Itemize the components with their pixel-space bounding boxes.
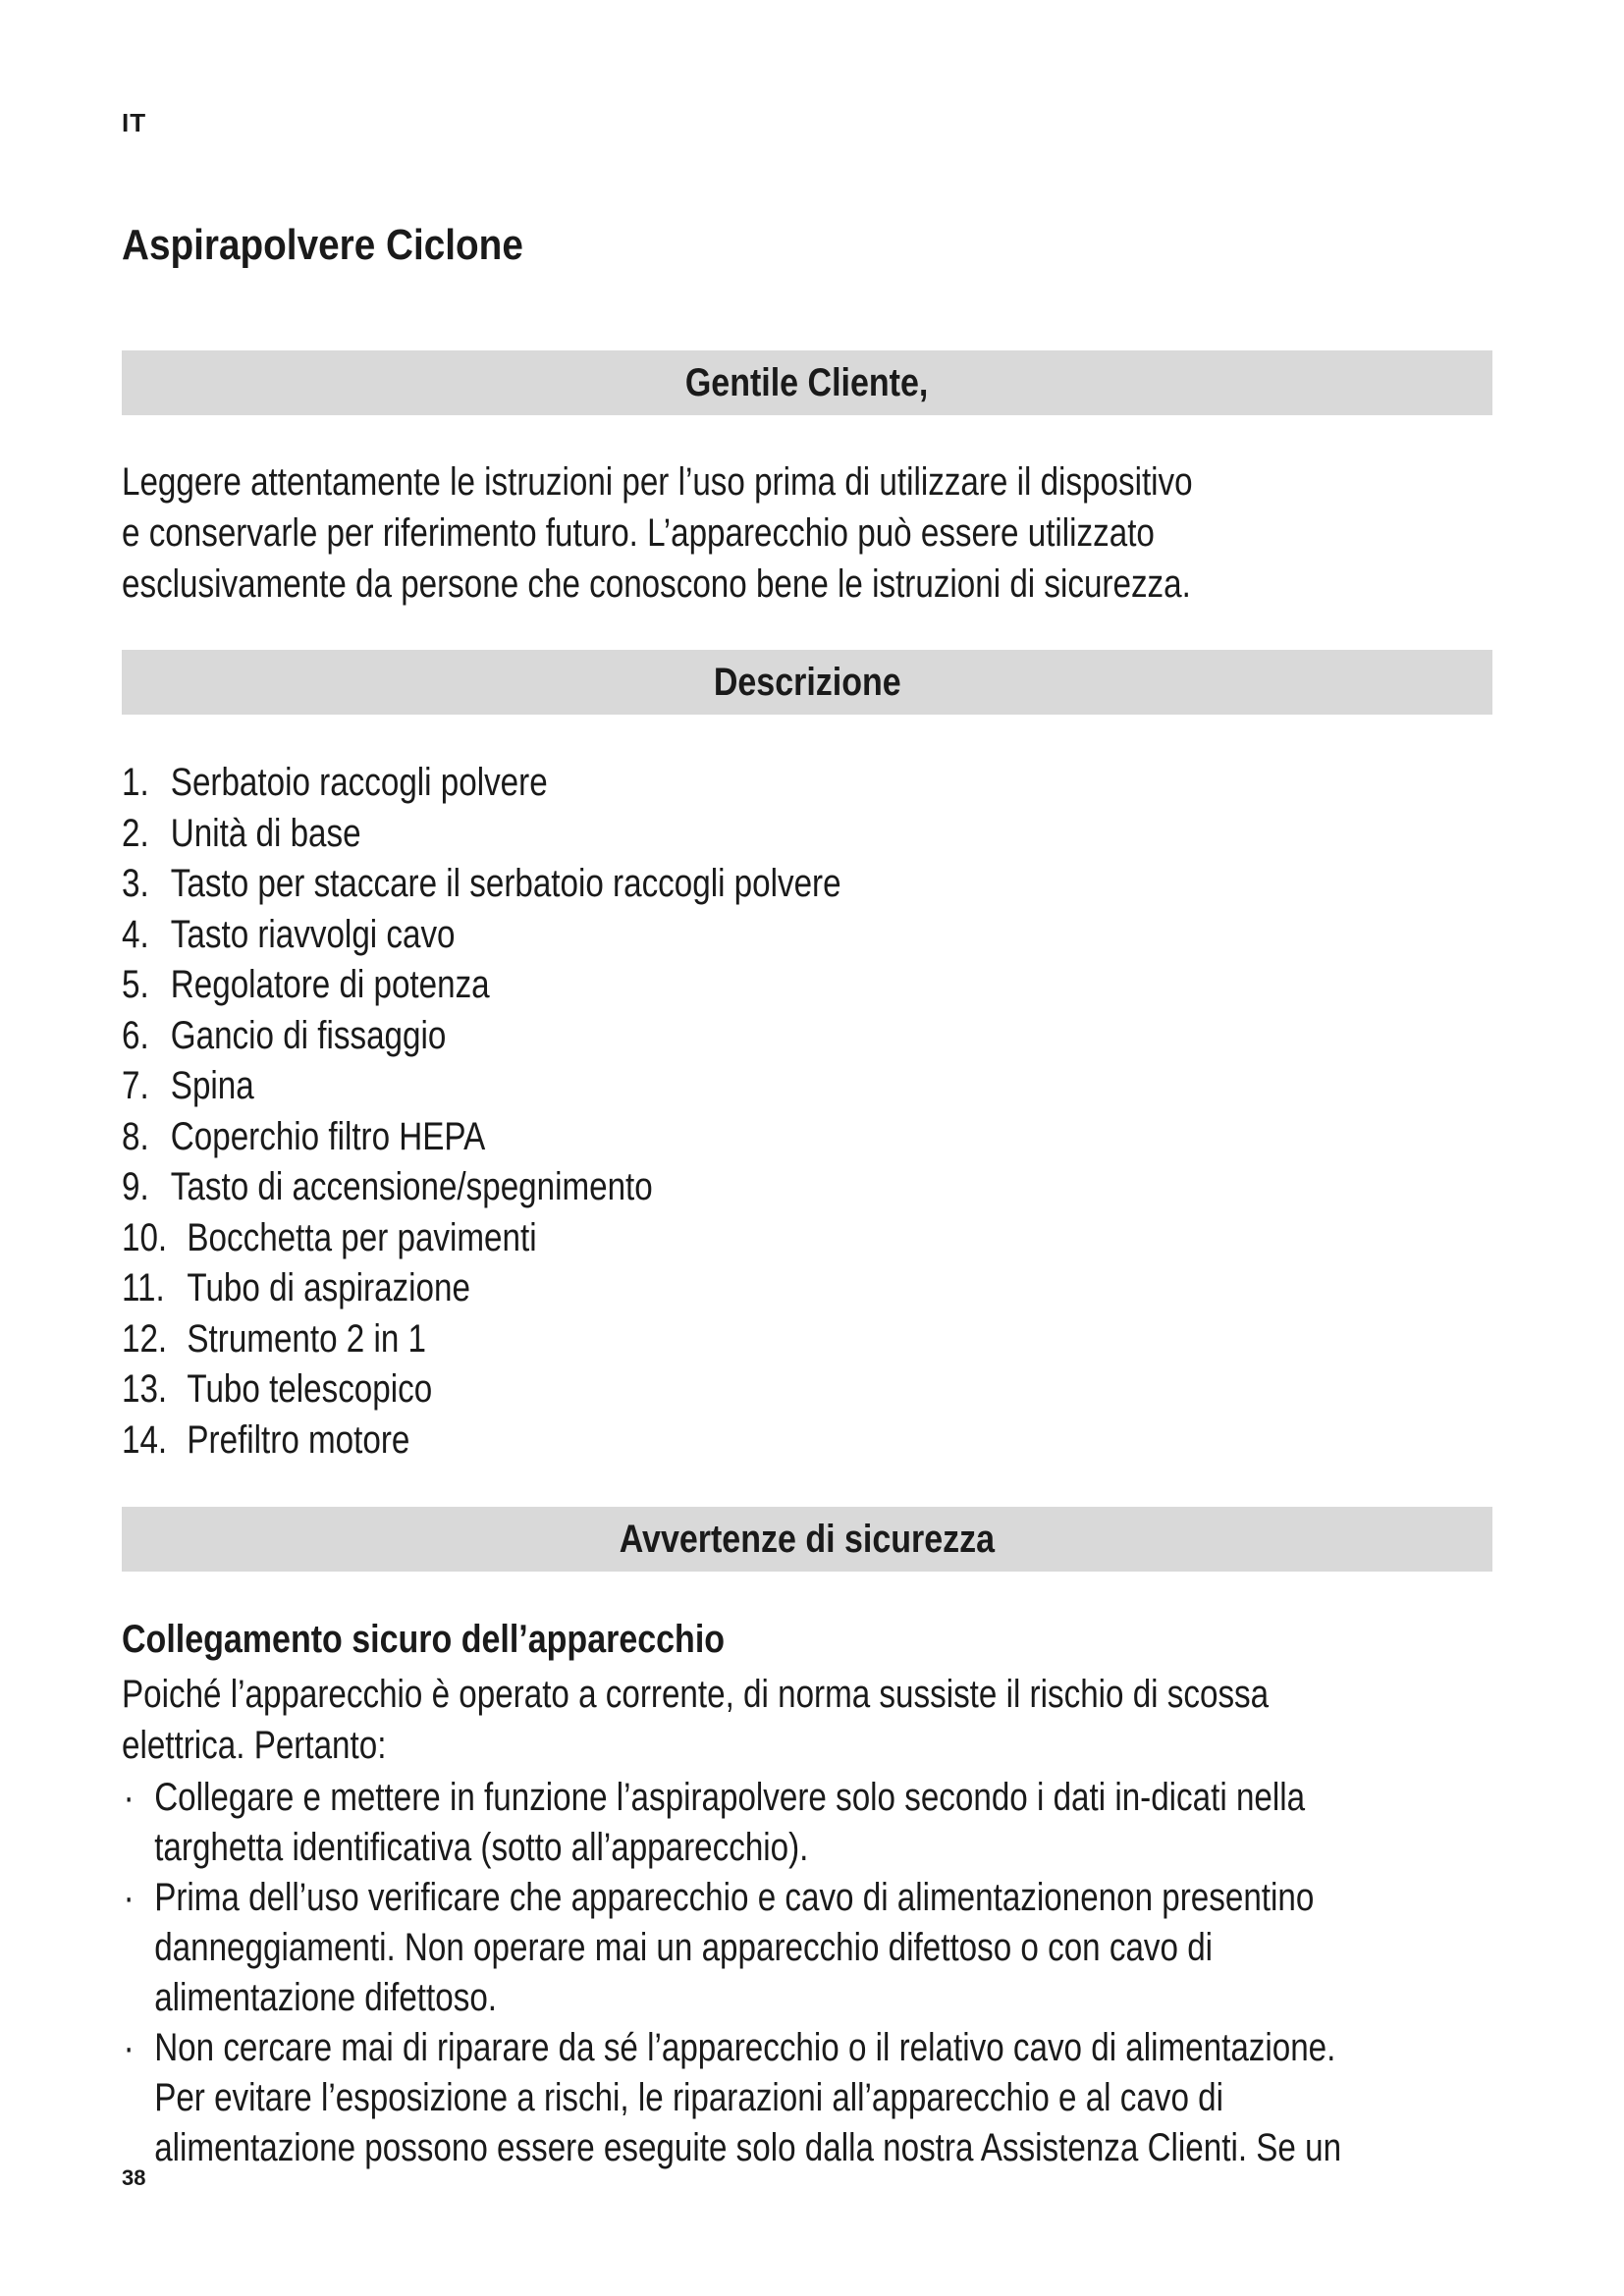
item-number: 6. (122, 1013, 149, 1057)
item-text: Tubo telescopico (187, 1367, 433, 1411)
list-item (122, 1364, 841, 1415)
item-text: Coperchio filtro HEPA (170, 1114, 486, 1158)
item-text: Tasto per staccare il serbatoio raccogli polvere (170, 862, 841, 905)
list-item (122, 1213, 841, 1264)
paragraph-line: Leggere attentamente le istruzioni per l’uso prima di utilizzare il dispositivo (122, 460, 1193, 504)
item-text: Prefiltro motore (187, 1417, 410, 1462)
section-header-greeting (122, 350, 1492, 415)
item-number: 12. (122, 1316, 168, 1361)
list-item (122, 758, 841, 809)
item-number: 1. (122, 761, 149, 804)
bullet-line: alimentazione difettoso. (154, 1976, 498, 2019)
list-item (122, 859, 841, 910)
list-item (122, 1162, 841, 1213)
item-text: Tubo di aspirazione (187, 1266, 470, 1309)
bullet-line: alimentazione possono essere eseguite solo dalla nostra Assistenza Clienti. Se un (154, 2126, 1342, 2169)
list-item (122, 1112, 841, 1163)
list-item (122, 809, 841, 860)
item-text: Tasto riavvolgi cavo (170, 912, 456, 956)
safety-bullets (122, 1773, 1341, 2173)
bullet-item (122, 1773, 1341, 1873)
item-text: Spina (170, 1064, 254, 1107)
item-number: 13. (122, 1367, 168, 1411)
list-item (122, 1061, 841, 1112)
safety-intro (122, 1669, 1269, 1771)
parts-list (122, 758, 841, 1466)
paragraph-line: esclusivamente da persone che conoscono bene le istruzioni di sicurezza. (122, 562, 1191, 606)
list-item (122, 1263, 841, 1314)
page-number: 38 (122, 2165, 146, 2190)
item-number: 5. (122, 963, 149, 1006)
item-number: 4. (122, 912, 149, 956)
bullet-item (122, 1873, 1341, 2023)
bullet-mark: · (123, 1876, 135, 1919)
item-number: 14. (122, 1417, 168, 1462)
list-item (122, 1314, 841, 1365)
list-item (122, 1415, 841, 1467)
language-code: IT (122, 108, 147, 137)
bullet-item (122, 2023, 1341, 2173)
item-text: Gancio di fissaggio (170, 1013, 447, 1057)
section-header-safety (122, 1507, 1492, 1572)
bullet-mark: · (123, 2026, 135, 2069)
bullet-line: Prima dell’uso verificare che apparecchio e cavo di alimentazionenon presentino (154, 1876, 1315, 1919)
paragraph-line: elettrica. Pertanto: (122, 1724, 387, 1767)
item-text: Serbatoio raccogli polvere (170, 761, 548, 804)
item-text: Strumento 2 in 1 (187, 1316, 427, 1361)
subsection-title: Collegamento sicuro dell’apparecchio (122, 1618, 726, 1661)
item-number: 9. (122, 1165, 149, 1208)
page-title: Aspirapolvere Ciclone (122, 221, 523, 269)
bullet-line: danneggiamenti. Non operare mai un apparecchio difettoso o con cavo di (154, 1926, 1214, 1969)
item-number: 10. (122, 1215, 168, 1259)
greeting-paragraph (122, 456, 1193, 610)
bullet-line: Non cercare mai di riparare da sé l’apparecchio o il relativo cavo di alimentazione. (154, 2026, 1336, 2069)
bullet-line: Collegare e mettere in funzione l’aspirapolvere solo secondo i dati in-dicati nella (154, 1776, 1306, 1819)
list-item (122, 960, 841, 1011)
bullet-line: Per evitare l’esposizione a rischi, le riparazioni all’apparecchio e al cavo di (154, 2076, 1223, 2119)
list-item (122, 1011, 841, 1062)
item-number: 8. (122, 1114, 149, 1158)
item-number: 11. (122, 1266, 165, 1309)
list-item (122, 910, 841, 961)
bullet-line: targhetta identificativa (sotto all’apparecchio). (154, 1826, 809, 1869)
item-text: Unità di base (170, 811, 361, 855)
item-text: Tasto di accensione/spegnimento (170, 1165, 653, 1208)
bullet-mark: · (123, 1776, 135, 1819)
item-number: 3. (122, 862, 149, 905)
paragraph-line: e conservarle per riferimento futuro. L’apparecchio può essere utilizzato (122, 511, 1155, 555)
item-text: Bocchetta per pavimenti (187, 1215, 537, 1259)
section-header-description (122, 650, 1492, 715)
item-number: 2. (122, 811, 149, 855)
paragraph-line: Poiché l’apparecchio è operato a corrente, di norma sussiste il rischio di scossa (122, 1673, 1270, 1716)
section-heading: Gentile Cliente, (685, 360, 929, 404)
item-number: 7. (122, 1064, 149, 1107)
section-heading: Descrizione (713, 660, 901, 704)
item-text: Regolatore di potenza (170, 963, 490, 1006)
section-heading: Avvertenze di sicurezza (619, 1517, 996, 1561)
